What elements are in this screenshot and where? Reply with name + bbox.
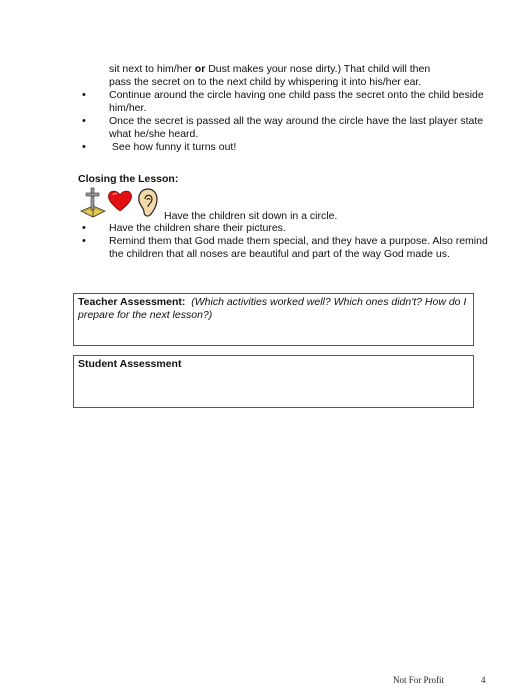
closing-heading: Closing the Lesson: — [78, 173, 179, 185]
activity-bullet-list — [78, 89, 498, 154]
cross-bible-icon — [79, 187, 107, 219]
bullet-icon: • — [82, 222, 86, 234]
teacher-assessment-title: Teacher Assessment: — [78, 296, 186, 308]
list-item-text: Continue around the circle having one child pass the secret onto the child beside him/her. — [109, 89, 484, 114]
bullet-icon: • — [82, 235, 86, 247]
page-number: 4 — [481, 675, 486, 685]
teacher-assessment-box — [73, 293, 474, 346]
student-assessment-title: Student Assessment — [78, 358, 182, 370]
continuation-bold-word: or — [194, 63, 206, 75]
list-item — [78, 235, 498, 261]
teacher-assessment-label — [74, 294, 473, 324]
heart-icon — [107, 189, 133, 213]
closing-bullet-list — [78, 222, 498, 261]
closing-icons — [79, 187, 169, 219]
continuation-text: Dust makes your nose dirty.) That child will then — [205, 63, 431, 75]
list-item — [78, 89, 498, 115]
list-item-text: Once the secret is passed all the way around the circle have the last player state what he/she heard. — [109, 115, 484, 140]
continuation-line-1 — [109, 63, 430, 76]
list-item — [78, 141, 498, 154]
ear-icon — [137, 188, 159, 218]
bullet-icon: • — [82, 115, 86, 127]
list-item-text: Have the children share their pictures. — [109, 222, 286, 234]
teacher-assessment-prompt: (Which activities worked well? Which ones didn't? How do I prepare for the next lesson?) — [78, 296, 467, 321]
bullet-icon: • — [82, 141, 86, 153]
continuation-text: sit next to him/her — [109, 63, 195, 75]
bullet-icon: • — [82, 89, 86, 101]
list-item-text: See how funny it turns out! — [109, 141, 237, 153]
icons-caption: Have the children sit down in a circle. — [164, 210, 338, 222]
list-item-text: Remind them that God made them special, and they have a purpose. Also remind the children that all noses are beautiful and part of the way God made us. — [109, 235, 488, 260]
list-item — [78, 222, 498, 235]
student-assessment-box — [73, 355, 474, 408]
list-item — [78, 115, 498, 141]
student-assessment-label — [74, 356, 473, 373]
footer-text: Not For Profit — [393, 675, 445, 685]
continuation-line-2: pass the secret on to the next child by whispering it into his/her ear. — [109, 76, 422, 88]
